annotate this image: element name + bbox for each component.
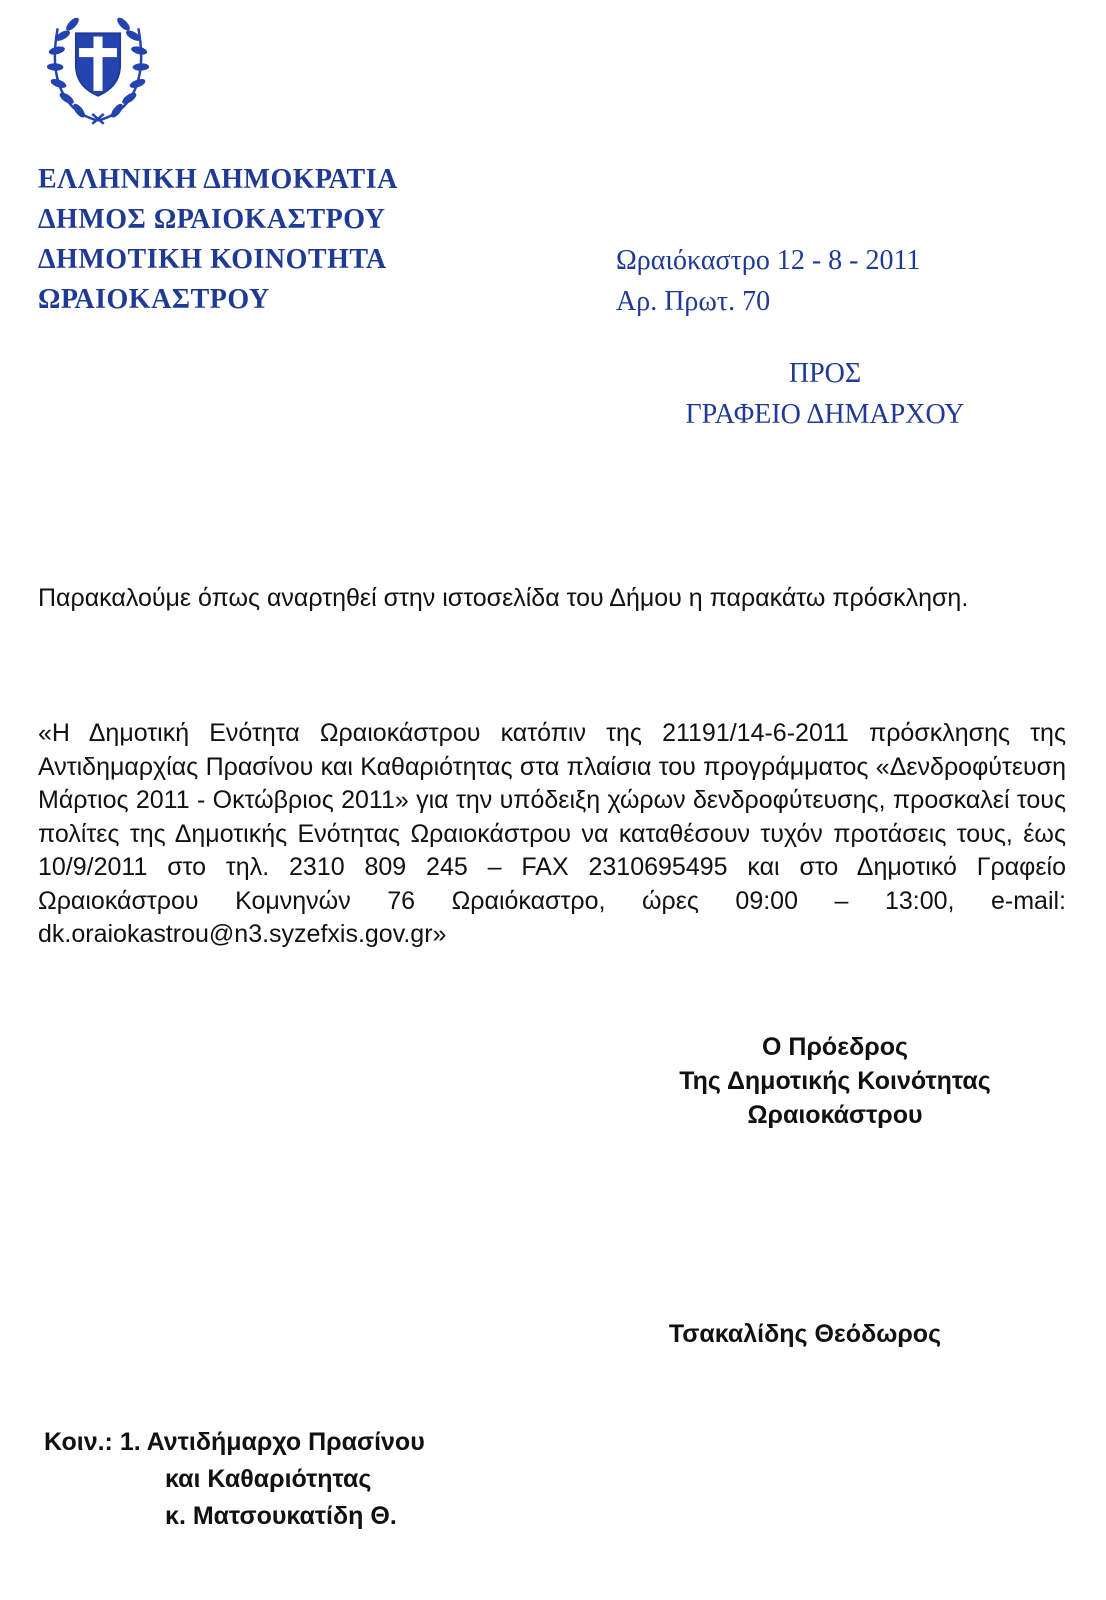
cc-line-2: και Καθαριότητας	[165, 1465, 372, 1493]
recipient-block	[620, 353, 1030, 435]
announcement-paragraph: «Η Δημοτική Ενότητα Ωραιοκάστρου κατόπιν της 21191/14-6-2011 πρόσκλησης της Αντιδημαρχίας Πρασίνου και Καθαριότητας στα πλαίσια του προγράμματος «Δενδροφύτευση Μάρτιος 2011 - Οκτώβριος 2011» για την υπόδειξη χώρων δενδροφύτευσης, προσκαλεί τους πολίτες της Δημοτικής Ενότητας Ωραιοκάστρου να καταθέσουν τυχόν προτάσεις τους, έως 10/9/2011 στο τηλ. 2310 809 245 – FAX 2310695495 και στο Δημοτικό Γραφείο Ωραιοκάστρου Κομνηνών 76 Ωραιόκαστρο, ώρες 09:00 – 13:00, e-mail: dk.oraiokastrou@n3.syzefxis.gov.gr»	[38, 719, 1066, 948]
date-protocol-block	[616, 240, 920, 322]
protocol-number-line: Αρ. Πρωτ. 70	[616, 286, 771, 317]
signature-role-block	[640, 1030, 1030, 1132]
org-line-municipality: ΔΗΜΟΣ ΩΡΑΙΟΚΑΣΤΡΟΥ	[38, 204, 386, 235]
org-line-republic: ΕΛΛΗΝΙΚΗ ΔΗΜΟΚΡΑΤΙΑ	[38, 164, 398, 195]
date-line: Ωραιόκαστρο 12 - 8 - 2011	[616, 245, 921, 276]
org-line-community2: ΩΡΑΙΟΚΑΣΤΡΟΥ	[38, 284, 270, 315]
signature-role-line: Ωραιοκάστρου	[747, 1101, 923, 1129]
to-label: ΠΡΟΣ	[788, 358, 862, 389]
cc-block	[44, 1424, 425, 1535]
cc-line-1: Κοιν.: 1. Αντιδήμαρχο Πρασίνου	[44, 1428, 425, 1456]
org-line-community: ΔΗΜΟΤΙΚΗ ΚΟΙΝΟΤΗΤΑ	[38, 244, 387, 275]
letterhead-org-block	[38, 160, 398, 320]
to-recipient: ΓΡΑΦΕΙΟ ΔΗΜΑΡΧΟΥ	[685, 399, 965, 430]
signature-role-line: Της Δημοτικής Κοινότητας	[679, 1067, 991, 1095]
signature-role-line: Ο Πρόεδρος	[762, 1033, 908, 1061]
greek-coat-of-arms-icon	[28, 2, 168, 132]
intro-paragraph: Παρακαλούμε όπως αναρτηθεί στην ιστοσελίδα του Δήμου η παρακάτω πρόσκληση.	[38, 584, 969, 612]
signatory-name: Τσακαλίδης Θεόδωρος	[668, 1320, 942, 1348]
cc-line-3: κ. Ματσουκατίδη Θ.	[165, 1502, 397, 1530]
